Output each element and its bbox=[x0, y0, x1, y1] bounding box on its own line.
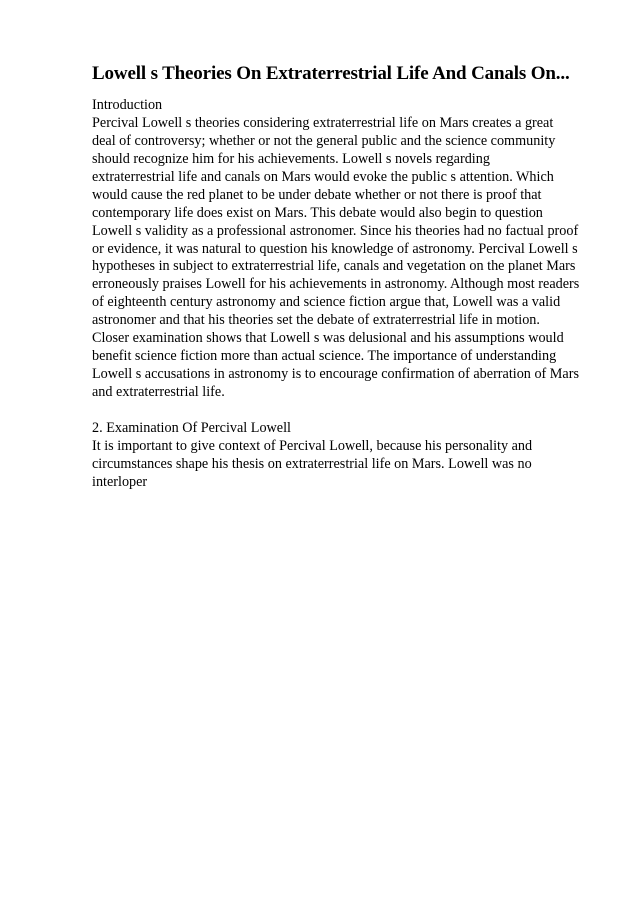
section2-line: circumstances shape his thesis on extraterrestrial life on Mars. Lowell was no bbox=[92, 455, 532, 472]
document-title: Lowell s Theories On Extraterrestrial Life And Canals On... bbox=[92, 63, 570, 84]
intro-line: of eighteenth century astronomy and science fiction argue that, Lowell was a valid bbox=[92, 294, 561, 311]
intro-line: hypotheses in subject to extraterrestrial life, canals and vegetation on the planet Mars bbox=[92, 258, 576, 275]
section2-line: It is important to give context of Percival Lowell, because his personality and bbox=[92, 437, 533, 454]
intro-line: Closer examination shows that Lowell s was delusional and his assumptions would bbox=[92, 330, 564, 347]
intro-line: Percival Lowell s theories considering extraterrestrial life on Mars creates a great bbox=[92, 114, 554, 131]
intro-heading: Introduction bbox=[92, 97, 163, 113]
intro-line: or evidence, it was natural to question his knowledge of astronomy. Percival Lowell s bbox=[92, 240, 578, 257]
document-body bbox=[92, 97, 612, 492]
intro-line: benefit science fiction more than actual science. The importance of understanding bbox=[92, 348, 557, 365]
intro-line: astronomer and that his theories set the debate of extraterrestrial life in motion. bbox=[92, 312, 540, 329]
intro-line: Lowell s accusations in astronomy is to encourage confirmation of aberration of Mars bbox=[92, 366, 579, 383]
paragraph-gap bbox=[92, 402, 612, 420]
section2-line: interloper bbox=[92, 473, 148, 490]
intro-paragraph bbox=[92, 115, 612, 402]
intro-line: and extraterrestrial life. bbox=[92, 384, 225, 400]
intro-line: would cause the red planet to be under debate whether or not there is proof that bbox=[92, 186, 542, 203]
section2-paragraph bbox=[92, 438, 612, 492]
intro-line: contemporary life does exist on Mars. This debate would also begin to question bbox=[92, 204, 543, 221]
intro-line: deal of controversy; whether or not the general public and the science community bbox=[92, 132, 556, 149]
intro-line: extraterrestrial life and canals on Mars would evoke the public s attention. Which bbox=[92, 168, 554, 185]
section2-heading: 2. Examination Of Percival Lowell bbox=[92, 419, 291, 436]
intro-line: Lowell s validity as a professional astronomer. Since his theories had no factual proof bbox=[92, 222, 579, 239]
intro-line: erroneously praises Lowell for his achievements in astronomy. Although most readers bbox=[92, 276, 580, 293]
intro-line: should recognize him for his achievements. Lowell s novels regarding bbox=[92, 150, 490, 167]
